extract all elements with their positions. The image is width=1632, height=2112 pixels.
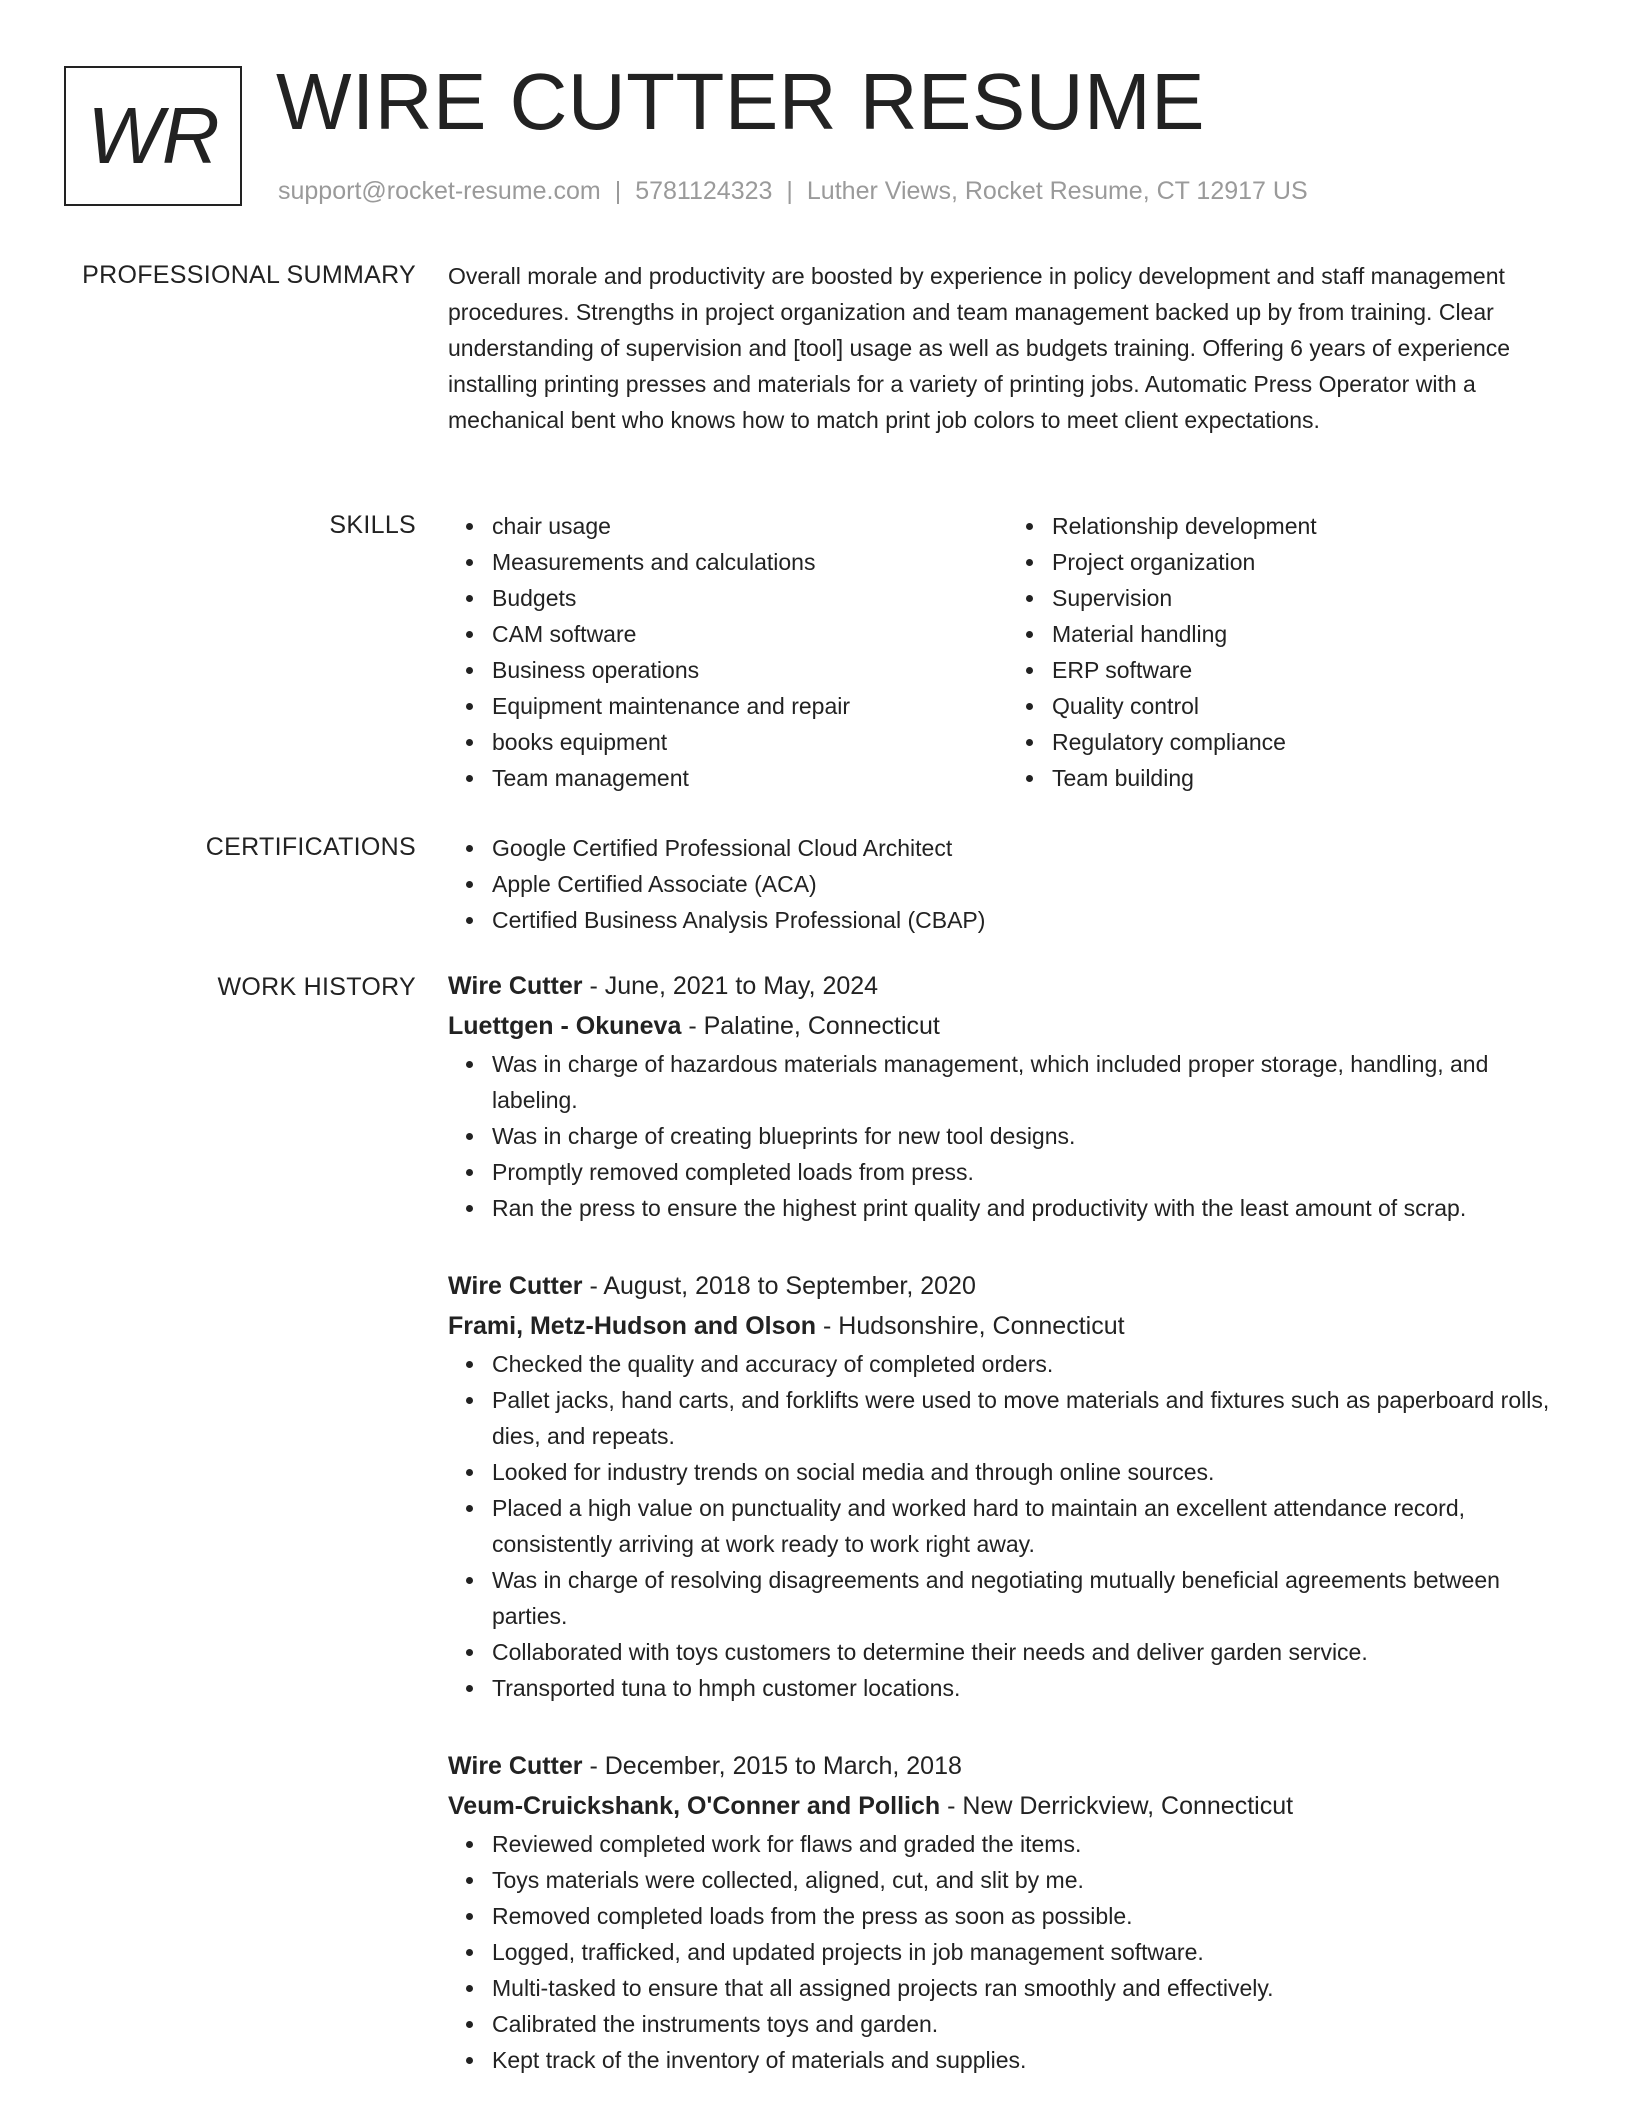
job-location: - Palatine, Connecticut xyxy=(681,1012,940,1040)
job-bullet: Was in charge of hazardous materials management, which included proper storage, handling, and labeling. xyxy=(492,1046,1568,1118)
skill-item: Budgets xyxy=(492,580,1008,616)
skill-item: Quality control xyxy=(1052,688,1568,724)
job-bullet: Was in charge of resolving disagreements and negotiating mutually beneficial agreements between parties. xyxy=(492,1562,1568,1634)
job-company: Luettgen - Okuneva xyxy=(448,1012,682,1040)
section-label-skills: SKILLS xyxy=(329,511,416,539)
job-company-line xyxy=(448,1786,1568,1826)
resume-title: WIRE CUTTER RESUME xyxy=(276,57,1205,146)
contact-email[interactable]: support@rocket-resume.com xyxy=(278,177,601,205)
job-title: Wire Cutter xyxy=(448,972,583,1000)
job-entry xyxy=(448,1746,1568,2078)
job-bullets xyxy=(448,1046,1568,1226)
skill-item: CAM software xyxy=(492,616,1008,652)
skill-item: Equipment maintenance and repair xyxy=(492,688,1008,724)
job-company: Veum-Cruickshank, O'Conner and Pollich xyxy=(448,1792,941,1820)
job-bullet: Logged, trafficked, and updated projects in job management software. xyxy=(492,1934,1568,1970)
job-bullet: Removed completed loads from the press as soon as possible. xyxy=(492,1898,1568,1934)
job-entry xyxy=(448,1266,1568,1706)
section-label-summary: PROFESSIONAL SUMMARY xyxy=(82,261,416,289)
skill-item: Regulatory compliance xyxy=(1052,724,1568,760)
job-bullet: Calibrated the instruments toys and garden. xyxy=(492,2006,1568,2042)
job-entry xyxy=(448,966,1568,1226)
skill-item: chair usage xyxy=(492,508,1008,544)
job-title-line xyxy=(448,966,1568,1006)
certifications-body xyxy=(448,830,1568,938)
job-title: Wire Cutter xyxy=(448,1272,583,1300)
skill-item: Material handling xyxy=(1052,616,1568,652)
skills-list-left xyxy=(448,508,1008,796)
skill-item: ERP software xyxy=(1052,652,1568,688)
work-history-body xyxy=(448,966,1568,2078)
job-title-line xyxy=(448,1266,1568,1306)
job-bullet: Ran the press to ensure the highest print quality and productivity with the least amount of scrap. xyxy=(492,1190,1568,1226)
job-title-line xyxy=(448,1746,1568,1786)
job-dates: - December, 2015 to March, 2018 xyxy=(582,1752,962,1780)
job-company: Frami, Metz-Hudson and Olson xyxy=(448,1312,817,1340)
job-bullets xyxy=(448,1346,1568,1706)
skills-columns xyxy=(448,508,1568,796)
job-bullet: Was in charge of creating blueprints for new tool designs. xyxy=(492,1118,1568,1154)
job-bullet: Kept track of the inventory of materials and supplies. xyxy=(492,2042,1568,2078)
contact-separator: | xyxy=(614,177,622,205)
job-location: - Hudsonshire, Connecticut xyxy=(816,1312,1125,1340)
job-title: Wire Cutter xyxy=(448,1752,583,1780)
job-dates: - August, 2018 to September, 2020 xyxy=(582,1272,976,1300)
section-label-work-history: WORK HISTORY xyxy=(217,973,416,1001)
skill-item: Business operations xyxy=(492,652,1008,688)
job-bullet: Toys materials were collected, aligned, cut, and slit by me. xyxy=(492,1862,1568,1898)
job-bullet: Placed a high value on punctuality and worked hard to maintain an excellent attendance record, consistently arriving at work ready to work right away. xyxy=(492,1490,1568,1562)
contact-line xyxy=(278,174,1308,208)
job-bullet: Reviewed completed work for flaws and graded the items. xyxy=(492,1826,1568,1862)
certification-item: Google Certified Professional Cloud Architect xyxy=(492,830,1568,866)
skills-list-right xyxy=(1008,508,1568,796)
certification-item: Certified Business Analysis Professional (CBAP) xyxy=(492,902,1568,938)
job-company-line xyxy=(448,1006,1568,1046)
contact-phone[interactable]: 5781124323 xyxy=(635,177,773,205)
skill-item: books equipment xyxy=(492,724,1008,760)
contact-separator: | xyxy=(786,177,793,205)
job-bullet: Looked for industry trends on social media and through online sources. xyxy=(492,1454,1568,1490)
job-bullet: Pallet jacks, hand carts, and forklifts were used to move materials and fixtures such as paperboard rolls, dies, and repeats. xyxy=(492,1382,1568,1454)
job-location: - New Derrickview, Connecticut xyxy=(940,1792,1294,1820)
skill-item: Measurements and calculations xyxy=(492,544,1008,580)
job-bullet: Collaborated with toys customers to determine their needs and deliver garden service. xyxy=(492,1634,1568,1670)
job-bullet: Transported tuna to hmph customer locations. xyxy=(492,1670,1568,1706)
job-bullet: Promptly removed completed loads from press. xyxy=(492,1154,1568,1190)
skill-item: Team management xyxy=(492,760,1008,796)
job-bullets xyxy=(448,1826,1568,2078)
summary-text: Overall morale and productivity are boosted by experience in policy development and staff management procedures. Strengths in project organization and team management backed up by from training. Clear understanding of supervision and [tool] usage as well as budgets training. Offering 6 years of experience installing printing presses and materials for a variety of printing jobs. Automatic Press Operator with a mechanical bent who knows how to match print job colors to meet client expectations. xyxy=(448,263,1511,433)
skill-item: Relationship development xyxy=(1052,508,1568,544)
skill-item: Team building xyxy=(1052,760,1568,796)
skill-item: Supervision xyxy=(1052,580,1568,616)
job-dates: - June, 2021 to May, 2024 xyxy=(582,972,879,1000)
job-company-line xyxy=(448,1306,1568,1346)
job-bullet: Checked the quality and accuracy of completed orders. xyxy=(492,1346,1568,1382)
monogram-logo: WR xyxy=(64,66,242,206)
certifications-list xyxy=(448,830,1568,938)
job-bullet: Multi-tasked to ensure that all assigned projects ran smoothly and effectively. xyxy=(492,1970,1568,2006)
skills-body xyxy=(448,508,1568,796)
contact-address: Luther Views, Rocket Resume, CT 12917 US xyxy=(806,177,1308,205)
section-label-certifications: CERTIFICATIONS xyxy=(205,833,416,861)
skill-item: Project organization xyxy=(1052,544,1568,580)
certification-item: Apple Certified Associate (ACA) xyxy=(492,866,1568,902)
